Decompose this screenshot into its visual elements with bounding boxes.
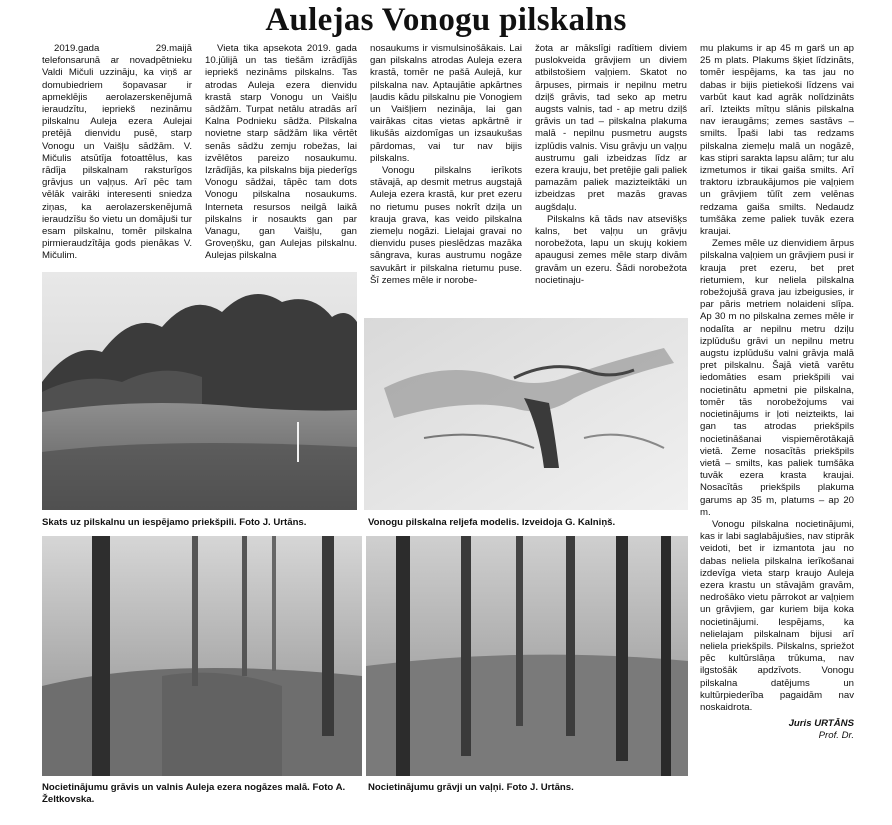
photo-caption: Nocietinājumu grāvji un vaļņi. Foto J. Urtāns. [368,782,574,793]
photo-ditches-ramparts [366,536,688,776]
article-column-2 [205,43,357,271]
photo-caption: Skats uz pilskalnu un iespējamo priekšpili. Foto J. Urtāns. [42,517,307,528]
paragraph: nosaukums ir vismulsinošākais. Lai gan pilskalns atrodas Auleja ezera krastā, tomēr ne pašā Aulejā, kur pilskalna nav. Aptaujātie apkārtnes ļaudis kādu pilskalnu pie Vonogiem un Vaišļiem nezināja, lai gan vairākas citas vietas apkārtnē ir likušās aizdomīgas un izsaukušas pārdomas, vai tur nav bijis pilskalns. [370,43,522,164]
photo-ditch-rampart [42,536,362,776]
paragraph: Vieta tika apsekota 2019. gada 10.jūlijā un tas tiešām izrādījās iepriekš nezināms pilskalns. Tas atrodas Auleja ezera dienvidu krastā starp Vonogu un Vaišļu sādžām. Turpat netālu atradās arī Kalna Podnieku sādža. Pilskalna novietne starp sādžām lika vērtēt senās sādžu zemju robežas, lai izvēlētos pareizo nosaukumu. Izrādījās, ka pilskalns bija piederīgs Vonogu sādžai, tāpēc tam dots Vonogu pilskalna nosaukums. Interneta resursos neilgā laikā pilskalns ir nosaukts gan par Vanagu, gan Vaišļu, gan Groveņšku, gan Aulejas pilskalnu. Aulejas pilskalna [205,43,357,262]
photo-caption: Nocietinājumu grāvis un valnis Auleja ezera nogāzes malā. Foto A. Želtkovska. [42,782,346,805]
article-title: Aulejas Vonogu pilskalns [265,2,627,38]
paragraph: 2019.gada 29.maijā telefonsarunā ar novadpētnieku Valdi Mičuli uzzināju, ka viņš ar domubiedriem šopavasar ir apmeklējis aerolazerskenējumā ieraudzītu, iepriekš nezināmu pilskalnu Auleja ezera Aulejai pretējā dienvidu pusē, starp Vonogu un Vaišļu sādžām. V. Mičulis atsūtīja fotoattēlus, kas rādīja pilskalnam raksturīgos grāvjus un vaļņus. Arī pēc tam vēlāk vairāki interesenti sniedza ziņas, ka aerolazerskenējumā ieraudzīšu šo vietu un domājuši tur esam pilskalnu, tomēr pilskalna pirmieraudzītāja gods pienākas V. Mičulim. [42,43,192,262]
paragraph: Vonogu pilskalns ierīkots stāvajā, ap desmit metrus augstajā Auleja ezera krastā, kur pret ezeru no rietumu puses nokrīt dziļa un krauja grava, kas veido pilskalna ziemeļu nogāzi. Lielajai gravai no dienvidu puses pieslēdzas mazāka sāngrava, kuras austrumu nogāze savukārt ir pilskalna rietumu puse. Šī zemes mēle ir norobe- [370,165,522,286]
article-column-4 [535,43,687,308]
paragraph: Vonogu pilskalna nocietinājumi, kas ir labi saglabājušies, nav stiprāk veidoti, bet ir izmantota jau no dabas neliela pilskalna ierīkošanai izdevīga vieta starp kraujo Auleja ezera krastu un stāvajām gravām, nedrošāko vietu pārrokot ar vaļņiem un grāvjiem, gar kuriem bija koka nocietinājumi. Iespējams, ka nelielajam pilskalnam bijusi arī neliela priekšpils. Pilskalns, spriežot pēc kultūrslāņa trūkuma, nav ilgstošāk apdzīvots. Vonogu pilskalna datējums un kultūrpiederība pagaidām nav noskaidrota. [700,518,854,713]
article-column-5 [700,43,854,815]
author-name: Juris URTĀNS [788,718,854,730]
paragraph: Pilskalns kā tāds nav atsevišķs kalns, bet vaļņu un grāvju norobežota, lapu un skujų kokiem apaugusi zemes mēle starp divām gravām un ezeru. Šādi norobežota nocietinaju- [535,213,687,286]
article-column-3 [370,43,522,308]
photo-caption: Vonogu pilskalna reljefa modelis. Izveidoja G. Kalniņš. [368,517,616,528]
photo-hillfort-view [42,272,357,510]
photo-relief-model [364,318,688,510]
author-title: Prof. Dr. [818,730,854,742]
paragraph: žota ar mākslīgi radītiem diviem puslokveida grāvjiem un diviem atbilstošiem vaļņiem. Skatot no ārpuses, pirmais ir nepilnu metru dziļš grāvis, tad seko ap metru augsts valnis, tad - ap metru dziļš grāvis un tad – pilskalna plakuma malā - nepilnu pusmetru augsts izplūdis valnis. Visu grāvju un vaļņu austrumu gali izbeidzas līdz ar ezera krauju, bet pretējie gali paliek pamazām paliek mazizteiktāki un izbeidzas pret mazās gravas augšdaļu. [535,43,687,213]
article-column-1 [42,43,192,271]
paragraph: Zemes mēle uz dienvidiem ārpus pilskalna vaļņiem un grāvjiem pusi ir krauja pret ezeru, bet pret rietumiem, kur neliela pilskalna robežojušā grava jau izbeigusies, ir par pāris metriem nolaideni slīpa. Ap 30 m no pilskalna zemes mēle ir nodalīta ar nepilnu metru dziļu izplūdušu grāvi un nepilnu metru augstu izplūdušu valni grāvja malā pret pilskalnu. Šajā vietā varētu iedomāties esam priekšpili vai nocietinātu apmetni pie pilskalna, tomēr tās norobežojums vai nocietinājums ir ļoti neizteikts, lai gan tas atrodas priekšpils nocietināšanai vispiemērotākajā vietā. Zeme nosacītās priekšpils vietā – smilts, kas paliek tumšāka tuvāk ezera krasta kraujai. Nosacītās priekšpils plakuma garums ap 35 m, platums – ap 20 m. [700,238,854,518]
paragraph: mu plakums ir ap 45 m garš un ap 25 m plats. Plakums šķiet līdzināts, tomēr iespējams, ka tas jau no dabas ir bijis pietiekoši līdzens vai varbūt kaut kad agrāk nolīdzināts arī. Izteikts mītņu slānis pilskalna nav ieraugāms; zemes sastāvs – smilts. Īpaši labi tas redzams pilskalna ziemeļu malā un nogāzē, kas stipri sarakta lapsu alām; tur alu izmetumos ir tikai gaiša smilts. Arī traktoru izbraukājumos pie vaļņiem un grāvjiem tūlīt zem velēnas redzama gaiša smilts. Nedaudz tumšāka zeme paliek tuvāk ezera kraujai. [700,43,854,238]
